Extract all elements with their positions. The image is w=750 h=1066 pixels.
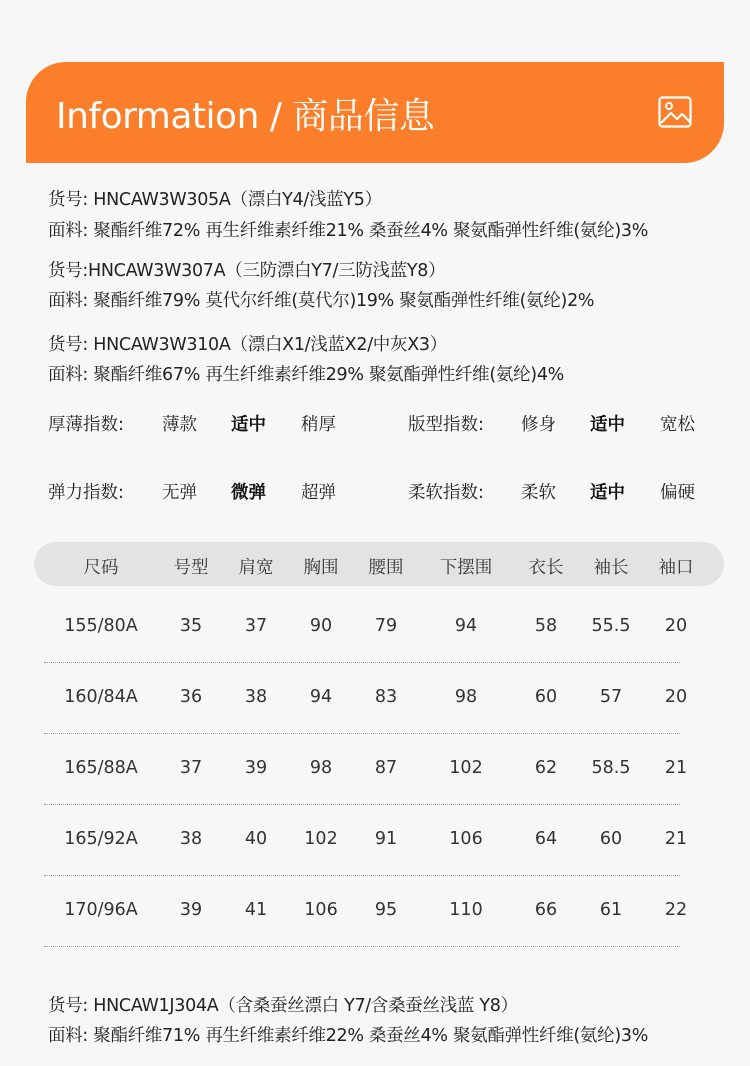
table-cell: 64 [534, 829, 558, 849]
table-cell: 36 [179, 687, 203, 707]
table-cell: 95 [374, 900, 398, 920]
table-cell: 37 [244, 616, 268, 636]
row-divider [44, 875, 680, 876]
row-divider [44, 804, 680, 805]
fit-index-label: 版型指数: [408, 415, 484, 435]
elasticity-index-label: 弹力指数: [48, 483, 124, 503]
table-cell: 155/80A [64, 616, 138, 636]
column-header: 腰围 [368, 558, 404, 578]
column-header: 肩宽 [238, 558, 274, 578]
column-header: 号型 [173, 558, 209, 578]
elasticity-option: 无弹 [162, 483, 197, 503]
table-cell: 62 [534, 758, 558, 778]
table-cell: 57 [599, 687, 623, 707]
table-cell: 35 [179, 616, 203, 636]
elasticity-option-selected: 微弹 [231, 483, 266, 503]
table-cell: 94 [309, 687, 333, 707]
table-cell: 170/96A [64, 900, 138, 920]
column-header: 袖口 [658, 558, 694, 578]
table-cell: 39 [244, 758, 268, 778]
image-icon[interactable] [658, 96, 692, 128]
info-header-banner [26, 62, 724, 163]
column-header: 袖长 [593, 558, 629, 578]
product-code: 货号:HNCAW3W307A（三防漂白Y7/三防浅蓝Y8） [48, 261, 446, 281]
product-fabric: 面料: 聚酯纤维71% 再生纤维素纤维22% 桑蚕丝4% 聚氨酯弹性纤维(氨纶)3% [48, 1026, 649, 1046]
table-cell: 58 [534, 616, 558, 636]
product-fabric: 面料: 聚酯纤维79% 莫代尔纤维(莫代尔)19% 聚氨酯弹性纤维(氨纶)2% [48, 291, 595, 311]
table-cell: 106 [449, 829, 483, 849]
table-cell: 20 [664, 687, 688, 707]
table-cell: 41 [244, 900, 268, 920]
table-cell: 83 [374, 687, 398, 707]
product-code: 货号: HNCAW1J304A（含桑蚕丝漂白 Y7/含桑蚕丝浅蓝 Y8） [48, 996, 518, 1016]
table-cell: 20 [664, 616, 688, 636]
elasticity-option: 超弹 [301, 483, 336, 503]
table-cell: 21 [664, 758, 688, 778]
table-cell: 66 [534, 900, 558, 920]
table-cell: 94 [454, 616, 478, 636]
table-cell: 60 [534, 687, 558, 707]
row-divider [44, 662, 680, 663]
table-cell: 60 [599, 829, 623, 849]
row-divider [44, 733, 680, 734]
thickness-option: 薄款 [162, 415, 197, 435]
table-cell: 91 [374, 829, 398, 849]
fit-option-selected: 适中 [590, 415, 625, 435]
table-cell: 90 [309, 616, 333, 636]
column-header: 尺码 [83, 558, 119, 578]
column-header: 下摆围 [439, 558, 493, 578]
table-cell: 87 [374, 758, 398, 778]
table-cell: 165/88A [64, 758, 138, 778]
product-fabric: 面料: 聚酯纤维67% 再生纤维素纤维29% 聚氨酯弹性纤维(氨纶)4% [48, 365, 564, 385]
table-cell: 39 [179, 900, 203, 920]
table-cell: 102 [304, 829, 338, 849]
table-cell: 106 [304, 900, 338, 920]
table-cell: 160/84A [64, 687, 138, 707]
table-cell: 40 [244, 829, 268, 849]
thickness-option: 稍厚 [301, 415, 336, 435]
table-cell: 61 [599, 900, 623, 920]
table-cell: 22 [664, 900, 688, 920]
softness-option: 柔软 [521, 483, 556, 503]
row-divider [44, 946, 680, 947]
product-code: 货号: HNCAW3W305A（漂白Y4/浅蓝Y5） [48, 190, 382, 210]
page-title: Information / 商品信息 [56, 96, 435, 137]
column-header: 衣长 [528, 558, 564, 578]
table-cell: 102 [449, 758, 483, 778]
fit-option: 宽松 [660, 415, 695, 435]
table-cell: 38 [244, 687, 268, 707]
table-cell: 98 [454, 687, 478, 707]
table-cell: 165/92A [64, 829, 138, 849]
softness-option-selected: 适中 [590, 483, 625, 503]
table-cell: 58.5 [591, 758, 631, 778]
thickness-option-selected: 适中 [231, 415, 266, 435]
table-cell: 110 [449, 900, 483, 920]
softness-option: 偏硬 [660, 483, 695, 503]
table-cell: 55.5 [591, 616, 631, 636]
softness-index-label: 柔软指数: [408, 483, 484, 503]
table-cell: 38 [179, 829, 203, 849]
table-cell: 21 [664, 829, 688, 849]
table-cell: 37 [179, 758, 203, 778]
product-fabric: 面料: 聚酯纤维72% 再生纤维素纤维21% 桑蚕丝4% 聚氨酯弹性纤维(氨纶)3% [48, 221, 649, 241]
fit-option: 修身 [521, 415, 556, 435]
product-code: 货号: HNCAW3W310A（漂白X1/浅蓝X2/中灰X3） [48, 335, 447, 355]
table-cell: 79 [374, 616, 398, 636]
column-header: 胸围 [303, 558, 339, 578]
thickness-index-label: 厚薄指数: [48, 415, 124, 435]
table-cell: 98 [309, 758, 333, 778]
